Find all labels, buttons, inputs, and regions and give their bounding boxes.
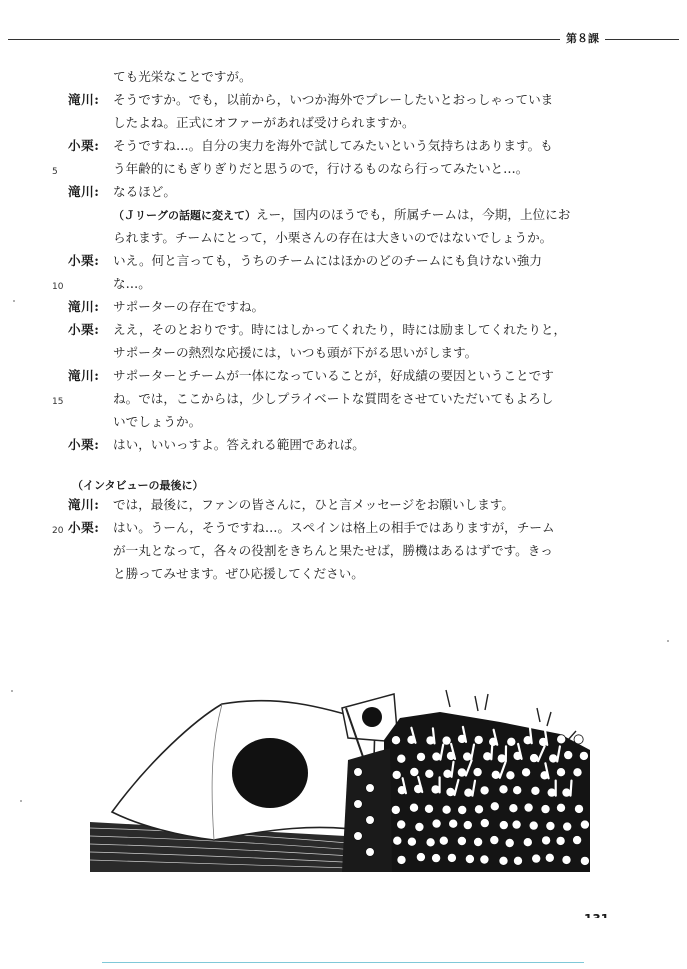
stadium-stand — [90, 822, 382, 872]
supporter-face-icon — [416, 752, 425, 761]
supporter-face-icon — [354, 768, 363, 777]
supporter-face-icon — [513, 856, 522, 865]
line-text — [113, 65, 252, 89]
speaker-name: 滝川: — [68, 299, 100, 314]
raised-arm — [518, 744, 522, 759]
line-text — [113, 111, 415, 135]
lesson-label: 第８課 — [560, 30, 605, 46]
supporter-face-icon — [573, 768, 582, 777]
line-body: ても光栄なことですが。 — [113, 69, 252, 84]
speaker-name: 滝川: — [68, 368, 100, 383]
line-text — [113, 562, 364, 586]
margin-speck — [13, 300, 15, 302]
line-body: う年齢的にもぎりぎりだと思うので，行けるものなら行ってみたいと…。 — [113, 161, 529, 176]
line-text — [113, 493, 514, 517]
supporter-face-icon — [522, 768, 531, 777]
supporter-face-icon — [491, 770, 500, 779]
line-number: 20 — [52, 526, 64, 536]
speaker-name: 滝川: — [68, 92, 100, 107]
line-body: サポーターとチームが一体になっていることが，好成績の要因ということです — [113, 368, 554, 383]
supporter-face-icon — [409, 803, 418, 812]
dialogue-line — [0, 111, 687, 135]
line-text — [113, 410, 201, 434]
dialogue-line — [0, 387, 687, 411]
supporter-face-icon — [532, 854, 541, 863]
raised-arm — [471, 745, 474, 760]
supporter-face-icon — [546, 821, 555, 830]
margin-speck — [667, 640, 669, 642]
dialogue-line — [0, 157, 687, 181]
supporter-face-icon — [442, 805, 451, 814]
supporter-face-icon — [447, 853, 456, 862]
supporter-face-icon — [354, 800, 363, 809]
supporter-face-icon — [366, 784, 375, 793]
supporter-face-icon — [562, 855, 571, 864]
dialogue-line — [0, 249, 687, 273]
raised-arm — [571, 781, 572, 796]
supporter-face-icon — [523, 736, 532, 745]
supporter-face-icon — [407, 735, 416, 744]
dialogue-line — [0, 226, 687, 250]
raised-arm — [557, 746, 560, 761]
small-flag-icon — [342, 694, 398, 800]
supporter-face-icon — [513, 751, 522, 760]
supporter-face-icon — [415, 822, 424, 831]
line-number: 5 — [52, 167, 58, 177]
raised-arm — [403, 778, 406, 793]
supporter-face-icon — [574, 804, 583, 813]
line-body: そうですか。でも，以前から，いつか海外でプレーしたいとおっしゃっていま — [113, 92, 554, 107]
supporter-face-icon — [547, 788, 556, 797]
raised-arm — [472, 781, 475, 796]
supporter-face-icon — [442, 736, 451, 745]
supporter-face-icon — [483, 752, 492, 761]
dialogue-line — [0, 65, 687, 89]
line-text — [113, 387, 553, 411]
section-label: （インタビューの最後に） — [72, 479, 204, 492]
supporter-face-icon — [439, 836, 448, 845]
supporter-face-icon — [426, 838, 435, 847]
supporter-face-icon — [366, 816, 375, 825]
line-body: られます。チームにとって，小栗さんの存在は大きいのではないでしょうか。 — [113, 230, 553, 245]
supporter-face-icon — [464, 788, 473, 797]
supporter-face-icon — [407, 837, 416, 846]
speaker-name: 小栗: — [68, 437, 100, 452]
dialogue-line — [0, 203, 687, 227]
speaker-name: 滝川: — [68, 497, 100, 512]
line-body: はい。うーん，そうですね…。スペインは格上の相手ではありますが，チーム — [113, 520, 555, 535]
supporter-face-icon — [549, 754, 558, 763]
line-body: サポーターの存在ですね。 — [113, 299, 265, 314]
margin-speck — [20, 800, 22, 802]
line-body: サポーターの熱烈な応援には，いつも頭が下がる思いがします。 — [113, 345, 478, 360]
supporter-face-icon — [414, 784, 423, 793]
supporter-face-icon — [424, 804, 433, 813]
supporter-face-icon — [416, 853, 425, 862]
supporter-face-icon — [393, 836, 402, 845]
raised-arm — [455, 780, 459, 795]
raised-arm — [491, 744, 492, 759]
supporter-face-icon — [505, 838, 514, 847]
dialogue-line — [0, 318, 687, 342]
line-body: いえ。何と言っても，うちのチームにはほかのどのチームにも負けない強力 — [113, 253, 542, 268]
line-body: な…。 — [113, 276, 151, 291]
speaker-name: 小栗: — [68, 253, 100, 268]
dialogue-line — [0, 410, 687, 434]
raised-arm — [411, 728, 415, 743]
dialogue-line — [0, 516, 687, 540]
supporter-face-icon — [458, 805, 467, 814]
raised-arm — [538, 746, 545, 761]
supporter-face-icon — [474, 805, 483, 814]
supporter-face-icon — [556, 803, 565, 812]
supporter-face-icon — [541, 805, 550, 814]
supporter-face-icon — [497, 754, 506, 763]
supporter-face-icon — [562, 788, 571, 797]
dialogue-line — [0, 295, 687, 319]
supporter-face-icon — [540, 771, 549, 780]
line-text — [113, 134, 553, 158]
line-body: えー，国内のほうでも，所属チームは，今期，上位にお — [256, 207, 571, 222]
supporter-face-icon — [530, 754, 539, 763]
supporter-face-icon — [457, 734, 466, 743]
supporter-face-icon — [507, 737, 516, 746]
crowd — [342, 712, 590, 872]
supporter-face-icon — [580, 856, 589, 865]
supporter-face-icon — [531, 786, 540, 795]
supporter-face-icon — [465, 854, 474, 863]
supporter-face-icon — [539, 737, 548, 746]
line-text — [113, 226, 552, 250]
raised-arm — [433, 728, 435, 743]
raised-arm — [545, 730, 547, 745]
line-number: 15 — [52, 397, 64, 407]
raised-arm — [418, 777, 422, 792]
raised-arm — [500, 763, 506, 778]
line-body: ええ，そのとおりです。時にはしかってくれたり，時には励ましてくれたりと， — [113, 322, 567, 337]
raised-arm — [451, 744, 455, 759]
line-body: と勝ってみせます。ぜひ応援してください。 — [113, 566, 364, 581]
raised-arm — [440, 745, 443, 760]
supporter-face-icon — [506, 771, 515, 780]
dialogue-line — [0, 134, 687, 158]
supporter-face-icon — [473, 768, 482, 777]
supporter-face-icon — [446, 751, 455, 760]
line-text — [113, 318, 566, 342]
speaker-name: 小栗: — [68, 138, 100, 153]
supporter-face-icon — [474, 735, 483, 744]
supporter-face-icon — [574, 735, 583, 744]
line-body: ね。では，ここからは，少しプライベートな質問をさせていただいてもよろし — [113, 391, 554, 406]
supporter-face-icon — [449, 819, 458, 828]
raised-arm — [545, 763, 548, 778]
line-body: が一丸となって，各々の役割をきちんと果たせば，勝機はあるはずです。きっ — [113, 543, 553, 558]
supporter-face-icon — [463, 752, 472, 761]
raised-arm — [463, 727, 466, 742]
supporter-face-icon — [480, 855, 489, 864]
dialogue-line — [0, 562, 687, 586]
line-text — [113, 295, 264, 319]
supporter-face-icon — [523, 838, 532, 847]
line-body: したよね。正式にオファーがあれば受けられますか。 — [113, 115, 415, 130]
cheer-marks — [446, 690, 576, 740]
line-text — [113, 157, 528, 181]
supporter-face-icon — [366, 848, 375, 857]
line-text — [113, 88, 553, 112]
supporter-face-icon — [391, 736, 400, 745]
supporter-face-icon — [392, 770, 401, 779]
raised-arm — [466, 761, 472, 776]
supporter-face-icon — [426, 736, 435, 745]
supporter-face-icon — [513, 786, 522, 795]
supporter-face-icon — [529, 821, 538, 830]
dialogue-line — [0, 341, 687, 365]
supporter-face-icon — [446, 787, 455, 796]
supporter-face-icon — [443, 769, 452, 778]
supporter-face-icon — [509, 804, 518, 813]
supporter-face-icon — [397, 786, 406, 795]
footer-rule — [102, 962, 584, 963]
raised-arm — [452, 762, 454, 777]
supporter-face-icon — [499, 785, 508, 794]
dialogue-line — [0, 272, 687, 296]
line-text — [113, 433, 365, 457]
line-text — [113, 249, 542, 273]
dialogue-line — [0, 539, 687, 563]
dialogue-line — [0, 493, 687, 517]
supporter-face-icon — [545, 853, 554, 862]
line-body: はい，いいっすよ。答えれる範囲であれば。 — [113, 437, 365, 452]
supporter-face-icon — [397, 855, 406, 864]
dialogue-line — [0, 364, 687, 388]
supporter-face-icon — [432, 752, 441, 761]
speaker-name: 小栗: — [68, 322, 100, 337]
raised-arm — [530, 728, 532, 743]
supporter-face-icon — [499, 821, 508, 830]
supporter-face-icon — [463, 821, 472, 830]
big-flag-icon — [112, 701, 375, 840]
supporter-face-icon — [556, 836, 565, 845]
line-text — [113, 272, 151, 296]
supporter-face-icon — [490, 802, 499, 811]
dialogue-line — [0, 88, 687, 112]
dialogue-line — [0, 433, 687, 457]
supporter-face-icon — [397, 820, 406, 829]
supporter-face-icon — [579, 751, 588, 760]
supporter-face-icon — [425, 769, 434, 778]
dialogue-line — [0, 180, 687, 204]
supporter-face-icon — [391, 805, 400, 814]
supporter-face-icon — [542, 836, 551, 845]
line-text — [113, 203, 570, 228]
line-number: 10 — [52, 282, 64, 292]
supporter-face-icon — [474, 837, 483, 846]
supporter-face-icon — [499, 856, 508, 865]
line-body: では，最後に，ファンの皆さんに，ひと言メッセージをお願いします。 — [113, 497, 514, 512]
supporter-face-icon — [563, 822, 572, 831]
supporter-face-icon — [580, 820, 589, 829]
supporter-face-icon — [480, 819, 489, 828]
line-body: いでしょうか。 — [113, 414, 202, 429]
line-body: そうですね…。自分の実力を海外で試してみたいという気持ちはあります。も — [113, 138, 553, 153]
supporter-face-icon — [564, 751, 573, 760]
supporter-face-icon — [432, 854, 441, 863]
supporter-face-icon — [557, 735, 566, 744]
supporter-face-icon — [573, 836, 582, 845]
supporter-face-icon — [457, 768, 466, 777]
supporter-face-icon — [354, 832, 363, 841]
supporter-face-icon — [432, 819, 441, 828]
supporter-face-icon — [512, 820, 521, 829]
supporter-face-icon — [431, 785, 440, 794]
line-body: なるほど。 — [113, 184, 176, 199]
supporter-face-icon — [524, 803, 533, 812]
supporter-face-icon — [556, 768, 565, 777]
supporter-face-icon — [490, 836, 499, 845]
supporter-face-icon — [489, 737, 498, 746]
supporter-face-icon — [457, 836, 466, 845]
speaker-name: 小栗: — [68, 520, 100, 535]
supporter-face-icon — [397, 754, 406, 763]
line-text — [113, 180, 176, 204]
line-text — [113, 364, 554, 388]
stage-direction: （Ｊリーグの話題に変えて） — [113, 209, 256, 222]
margin-speck — [11, 690, 13, 692]
line-text — [113, 341, 477, 365]
supporter-face-icon — [410, 767, 419, 776]
line-text — [113, 516, 555, 540]
supporter-face-icon — [480, 786, 489, 795]
speaker-name: 滝川: — [68, 184, 100, 199]
line-text — [113, 539, 553, 563]
raised-arm — [494, 730, 498, 745]
